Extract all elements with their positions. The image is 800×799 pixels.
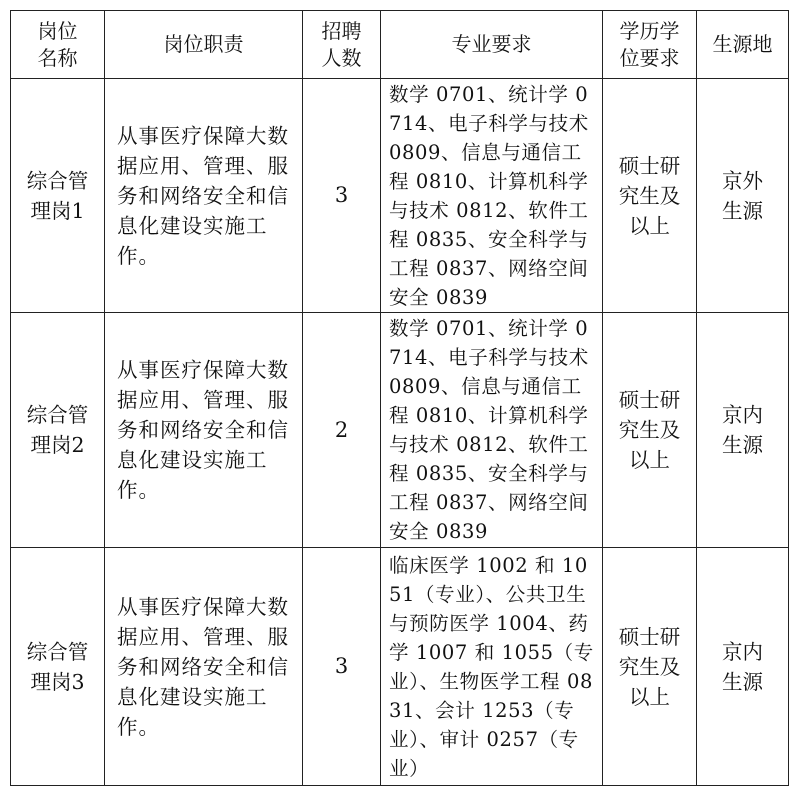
duty-cell: 从事医疗保障大数据应用、管理、服务和网络安全和信息化建设实施工作。 — [105, 313, 303, 548]
count-cell: 3 — [303, 79, 381, 313]
education-cell: 硕士研究生及以上 — [603, 313, 697, 548]
header-position-name: 岗位名称 — [11, 11, 105, 79]
header-origin: 生源地 — [697, 11, 789, 79]
count-cell: 3 — [303, 548, 381, 786]
origin-cell: 京外生源 — [697, 79, 789, 313]
header-count: 招聘人数 — [303, 11, 381, 79]
recruitment-table-container — [10, 10, 789, 786]
table-row — [11, 79, 789, 313]
position-name-cell: 综合管理岗2 — [11, 313, 105, 548]
header-duty: 岗位职责 — [105, 11, 303, 79]
table-row — [11, 548, 789, 786]
major-cell: 数学 0701、统计学 0714、电子科学与技术 0809、信息与通信工程 0810、计算机科学与技术 0812、软件工程 0835、安全科学与工程 0837、网络空间安全 0839 — [381, 79, 603, 313]
table-header-row — [11, 11, 789, 79]
position-name-cell: 综合管理岗3 — [11, 548, 105, 786]
duty-cell: 从事医疗保障大数据应用、管理、服务和网络安全和信息化建设实施工作。 — [105, 548, 303, 786]
origin-cell: 京内生源 — [697, 313, 789, 548]
major-cell: 数学 0701、统计学 0714、电子科学与技术 0809、信息与通信工程 0810、计算机科学与技术 0812、软件工程 0835、安全科学与工程 0837、网络空间安全 0839 — [381, 313, 603, 548]
table-row — [11, 313, 789, 548]
education-cell: 硕士研究生及以上 — [603, 548, 697, 786]
major-cell: 临床医学 1002 和 1051（专业）、公共卫生与预防医学 1004、药学 1007 和 1055（专业）、生物医学工程 0831、会计 1253（专业）、审计 0257（专业） — [381, 548, 603, 786]
header-major: 专业要求 — [381, 11, 603, 79]
recruitment-table — [10, 10, 789, 786]
count-cell: 2 — [303, 313, 381, 548]
origin-cell: 京内生源 — [697, 548, 789, 786]
position-name-cell: 综合管理岗1 — [11, 79, 105, 313]
duty-cell: 从事医疗保障大数据应用、管理、服务和网络安全和信息化建设实施工作。 — [105, 79, 303, 313]
education-cell: 硕士研究生及以上 — [603, 79, 697, 313]
header-education: 学历学位要求 — [603, 11, 697, 79]
